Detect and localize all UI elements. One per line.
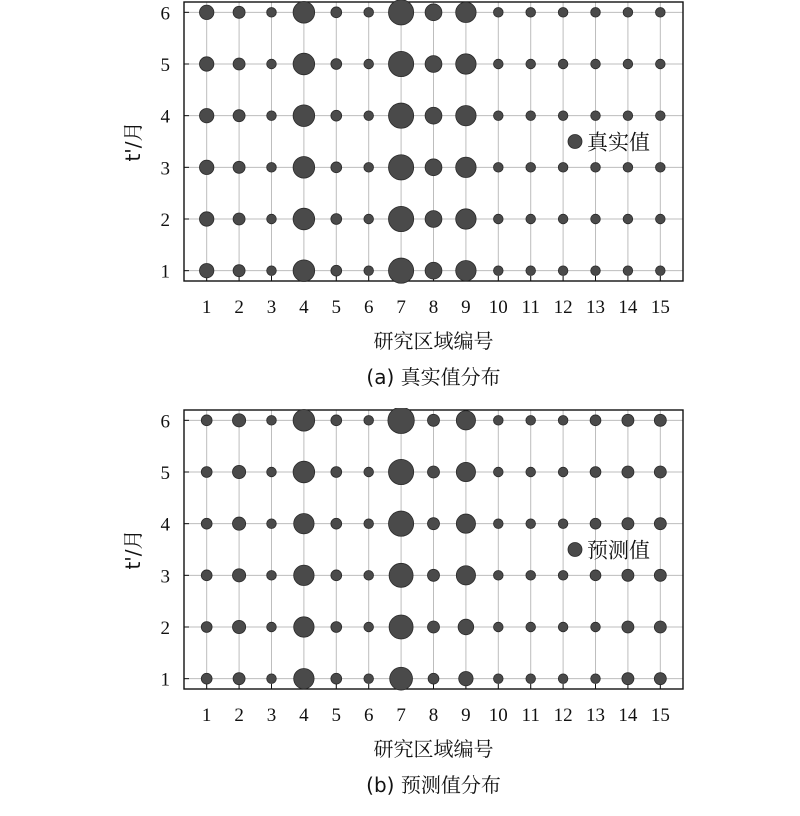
charta-bubble-x14-y3 [623,163,633,173]
charta-bubble-x7-y5 [388,51,413,76]
charta-xtick-label-14: 14 [618,297,638,318]
chartb-bubble-x12-y2 [558,622,568,632]
chartb-bubble-x3-y1 [267,674,277,684]
chartb-bubble-x6-y1 [364,674,374,684]
charta-xtick-label-6: 6 [363,297,374,318]
chartb-bubble-x7-y3 [389,563,413,587]
charta-bubble-x15-y3 [656,163,666,173]
charta-xtick-label-11: 11 [521,297,540,318]
charta-bubble-x6-y6 [364,8,374,18]
chartb-bubble-x6-y6 [364,416,374,426]
charta-bubble-x5-y2 [331,214,342,225]
chartb-bubble-x13-y5 [590,467,601,478]
bubble-chart-b [0,408,800,816]
charta-bubble-x10-y4 [494,111,504,121]
chartb-xtick-label-10: 10 [488,705,508,726]
chartb-bubble-x14-y2 [622,621,634,633]
charta-bubble-x7-y1 [388,258,413,283]
charta-xtick-label-15: 15 [650,297,670,318]
chartb-bubble-x12-y3 [558,571,568,581]
chartb-bubble-x8-y3 [428,569,440,581]
chartb-bubble-x11-y2 [526,622,536,632]
chartb-xtick-label-1: 1 [201,705,212,726]
chartb-bubble-x5-y4 [331,518,342,529]
chartb-bubble-x13-y4 [590,518,601,529]
charta-bubble-x8-y6 [425,4,442,21]
charta-ytick-label-3: 3 [160,158,170,180]
chartb-bubble-x5-y5 [331,467,342,478]
chartb-bubble-x13-y3 [590,570,601,581]
chartb-bubble-x9-y2 [458,619,474,635]
chartb-xtick-label-7: 7 [396,705,406,726]
charta-bubble-x1-y2 [199,212,213,226]
chartb-bubble-x2-y3 [232,569,245,582]
charta-bubble-x2-y3 [233,161,245,173]
charta-bubble-x1-y5 [199,57,213,71]
charta-bubble-x15-y1 [656,266,666,276]
chartb-bubble-x10-y4 [494,519,504,529]
chartb-bubble-x8-y6 [428,414,440,426]
chartb-bubble-x1-y4 [201,518,212,529]
chartb-bubble-x15-y5 [654,466,666,478]
charta-xtick-label-12: 12 [553,297,573,318]
chartb-bubble-x2-y1 [233,673,245,685]
chartb-bubble-x4-y6 [293,410,315,432]
chartb-bubble-x10-y1 [494,674,504,684]
chartb-bubble-x15-y2 [654,621,666,633]
chartb-bubble-x1-y5 [201,467,212,478]
charta-bubble-x14-y1 [623,266,633,276]
chartb-bubble-x9-y6 [456,411,475,430]
chartb-bubble-x15-y4 [654,518,666,530]
chartb-ytick-label-5: 5 [160,463,170,484]
charta-bubble-x9-y4 [456,105,476,125]
chartb-xlabel: 研究区域编号 [373,737,494,761]
charta-bubble-x10-y2 [494,214,504,224]
charta-bubble-x11-y1 [526,266,536,276]
charta-bubble-x5-y3 [331,162,342,173]
charta-bubble-x8-y1 [425,262,442,279]
chartb-xtick-label-13: 13 [586,705,606,726]
charta-caption: (a) 真实值分布 [366,365,501,389]
charta-bubble-x2-y1 [233,265,245,277]
charta-bubble-x8-y3 [425,159,442,176]
chartb-ytick-label-3: 3 [160,566,170,588]
chartb-bubble-x7-y6 [388,408,414,434]
chartb-ytick-label-1: 1 [160,669,170,691]
chartb-xtick-label-6: 6 [363,705,374,726]
charta-ytick-label-2: 2 [160,210,170,231]
chartb-bubble-x11-y5 [526,467,536,477]
charta-bubble-x9-y1 [456,260,476,280]
chartb-bubble-x7-y5 [388,459,413,484]
charta-ytick-label-1: 1 [160,261,170,283]
charta-bubble-x4-y4 [293,105,315,127]
chartb-bubble-x8-y4 [428,518,440,530]
charta-bubble-x3-y1 [267,266,277,276]
chartb-bubble-x12-y4 [558,519,568,529]
chartb-bubble-x15-y6 [654,414,666,426]
charta-bubble-x11-y6 [526,8,536,18]
chartb-bubble-x14-y5 [622,466,634,478]
charta-legend-label: 真实值 [587,130,650,155]
charta-xtick-label-7: 7 [396,297,406,318]
chartb-xtick-label-5: 5 [331,705,342,726]
charta-bubble-x4-y1 [293,260,315,282]
chartb-ytick-label-6: 6 [160,411,170,433]
chartb-bubble-x3-y6 [267,416,277,426]
chartb-bubble-x4-y2 [294,617,314,637]
chartb-bubble-x12-y1 [558,674,568,684]
charta-bubble-x4-y2 [293,208,315,230]
charta-bubble-x11-y3 [526,163,536,173]
chartb-bubble-x10-y2 [494,622,504,632]
charta-xtick-label-5: 5 [331,297,342,318]
chartb-bubble-x7-y4 [388,511,413,536]
chartb-xtick-label-14: 14 [618,705,638,726]
charta-bubble-x13-y3 [591,163,601,173]
charta-xlabel: 研究区域编号 [373,329,494,353]
charta-bubble-x5-y5 [331,59,342,70]
chartb-bubble-x8-y5 [428,466,440,478]
chartb-bubble-x11-y6 [526,416,536,426]
charta-bubble-x15-y2 [656,214,666,224]
charta-bubble-x9-y6 [456,2,476,22]
chartb-bubble-x10-y6 [494,416,504,426]
chartb-xtick-label-2: 2 [234,705,244,726]
charta-bubble-x3-y6 [267,8,277,18]
charta-bubble-x12-y4 [558,111,568,121]
charta-bubble-x10-y6 [494,8,504,18]
chartb-bubble-x1-y1 [201,673,212,684]
chartb-bubble-x4-y5 [293,461,315,483]
chartb-bubble-x3-y2 [267,622,277,632]
charta-bubble-x8-y4 [425,107,442,124]
chartb-caption: (b) 预测值分布 [366,773,501,797]
charta-bubble-x5-y6 [331,7,342,18]
charta-xtick-label-1: 1 [201,297,212,318]
chartb-bubble-x14-y1 [622,673,634,685]
chartb-bubble-x6-y5 [364,467,374,477]
charta-xtick-label-4: 4 [299,297,309,318]
chartb-bubble-x9-y4 [456,514,475,533]
charta-bubble-x1-y3 [199,160,213,174]
charta-bubble-x2-y4 [233,110,245,122]
charta-ytick-label-5: 5 [160,55,170,76]
chartb-bubble-x15-y3 [654,569,666,581]
chartb-bubble-x4-y1 [294,668,314,688]
chartb-bubble-x1-y2 [201,622,212,633]
charta-bubble-x14-y6 [623,8,633,18]
charta-bubble-x6-y1 [364,266,374,276]
chartb-xtick-label-3: 3 [266,705,277,726]
chartb-bubble-x13-y1 [591,674,601,684]
chartb-ytick-label-4: 4 [160,514,170,536]
chartb-bubble-x14-y3 [622,569,634,581]
chartb-bubble-x2-y2 [232,620,245,633]
charta-bubble-x7-y2 [388,206,413,231]
chartb-bubble-x12-y5 [558,467,568,477]
charta-bubble-x13-y1 [591,266,601,276]
charta-bubble-x2-y2 [233,213,245,225]
chartb-xtick-label-15: 15 [650,705,670,726]
charta-bubble-x6-y3 [364,163,374,173]
charta-bubble-x15-y4 [656,111,666,121]
charta-bubble-x7-y6 [388,0,413,25]
charta-bubble-x1-y1 [199,263,213,277]
charta-bubble-x10-y1 [494,266,504,276]
charta-xtick-label-8: 8 [428,297,439,318]
chartb-bubble-x9-y3 [456,566,475,585]
chartb-bubble-x11-y3 [526,571,536,581]
charta-bubble-x10-y3 [494,163,504,173]
charta-bubble-x9-y5 [456,54,476,74]
chartb-bubble-x10-y3 [494,571,504,581]
charta-xtick-label-13: 13 [586,297,606,318]
charta-bubble-x5-y1 [331,265,342,276]
charta-xtick-label-10: 10 [488,297,508,318]
charta-ylabel: t'/月 [121,121,145,162]
chartb-bubble-x2-y4 [232,517,245,530]
charta-bubble-x10-y5 [494,59,504,69]
chartb-bubble-x15-y1 [654,673,666,685]
chartb-bubble-x4-y4 [294,513,314,533]
charta-xtick-label-3: 3 [266,297,277,318]
charta-bubble-x3-y3 [267,163,277,173]
charta-bubble-x14-y2 [623,214,633,224]
charta-bubble-x6-y4 [364,111,374,121]
charta-bubble-x9-y3 [456,157,476,177]
chartb-bubble-x8-y1 [428,673,439,684]
chartb-bubble-x3-y3 [267,571,277,581]
chartb-bubble-x7-y1 [390,667,413,690]
chartb-bubble-x4-y3 [294,565,314,585]
chartb-bubble-x10-y5 [494,467,504,477]
charta-bubble-x12-y5 [558,59,568,69]
charta-bubble-x12-y6 [558,8,568,18]
chartb-bubble-x13-y6 [590,415,601,426]
chartb-xtick-label-8: 8 [428,705,439,726]
chartb-xtick-label-4: 4 [299,705,309,726]
chartb-xtick-label-12: 12 [553,705,573,726]
charta-bubble-x9-y2 [456,209,476,229]
charta-bubble-x6-y2 [364,214,374,224]
charta-legend-marker [568,135,582,149]
charta-bubble-x14-y4 [623,111,633,121]
charta-bubble-x11-y2 [526,214,536,224]
chartb-bubble-x11-y4 [526,519,536,529]
charta-bubble-x15-y6 [656,8,666,18]
chartb-bubble-x5-y2 [331,622,342,633]
chartb-bubble-x5-y3 [331,570,342,581]
chartb-bubble-x3-y4 [267,519,277,529]
chartb-ytick-label-2: 2 [160,618,170,639]
chartb-bubble-x6-y4 [364,519,374,529]
chartb-bubble-x12-y6 [558,416,568,426]
charta-bubble-x15-y5 [656,59,666,69]
charta-bubble-x8-y5 [425,56,442,73]
charta-ytick-label-4: 4 [160,106,170,128]
chartb-bubble-x9-y1 [459,671,473,685]
chart-panel-b [0,408,800,816]
charta-bubble-x12-y3 [558,163,568,173]
chartb-bubble-x14-y4 [622,518,634,530]
charta-bubble-x12-y2 [558,214,568,224]
chartb-bubble-x5-y6 [331,415,342,426]
charta-bubble-x13-y2 [591,214,601,224]
charta-bubble-x4-y3 [293,157,315,179]
charta-xtick-label-2: 2 [234,297,244,318]
chartb-bubble-x7-y2 [389,615,413,639]
charta-bubble-x4-y6 [293,2,315,24]
chartb-bubble-x3-y5 [267,467,277,477]
chartb-bubble-x13-y2 [591,622,601,632]
chartb-bubble-x9-y5 [456,462,475,481]
charta-bubble-x2-y5 [233,58,245,70]
charta-bubble-x3-y4 [267,111,277,121]
chartb-bubble-x6-y2 [364,622,374,632]
chartb-legend-label: 预测值 [587,538,650,563]
chartb-bubble-x6-y3 [364,571,374,581]
charta-bubble-x7-y4 [388,103,413,128]
charta-bubble-x13-y5 [591,59,601,69]
charta-ytick-label-6: 6 [160,3,170,25]
charta-bubble-x6-y5 [364,59,374,69]
chartb-bubble-x5-y1 [331,673,342,684]
chartb-bubble-x11-y1 [526,674,536,684]
chartb-bubble-x1-y3 [201,570,212,581]
charta-bubble-x2-y6 [233,6,245,18]
chartb-bubble-x2-y6 [232,414,245,427]
charta-bubble-x1-y4 [199,108,213,122]
chartb-bubble-x1-y6 [201,415,212,426]
charta-bubble-x8-y2 [425,211,442,228]
chartb-xtick-label-9: 9 [461,705,471,726]
charta-bubble-x5-y4 [331,110,342,121]
chartb-ylabel: t'/月 [121,529,145,570]
charta-bubble-x4-y5 [293,53,315,75]
charta-bubble-x14-y5 [623,59,633,69]
charta-bubble-x11-y4 [526,111,536,121]
charta-bubble-x1-y6 [199,5,213,19]
charta-bubble-x3-y5 [267,59,277,69]
chartb-xtick-label-11: 11 [521,705,540,726]
charta-bubble-x13-y4 [591,111,601,121]
charta-bubble-x3-y2 [267,214,277,224]
chartb-bubble-x8-y2 [428,621,440,633]
chartb-bubble-x14-y6 [622,414,634,426]
charta-bubble-x13-y6 [591,8,601,18]
chartb-bubble-x2-y5 [232,465,245,478]
chartb-legend-marker [568,543,582,557]
charta-bubble-x11-y5 [526,59,536,69]
charta-xtick-label-9: 9 [461,297,471,318]
charta-bubble-x7-y3 [388,155,413,180]
charta-bubble-x12-y1 [558,266,568,276]
